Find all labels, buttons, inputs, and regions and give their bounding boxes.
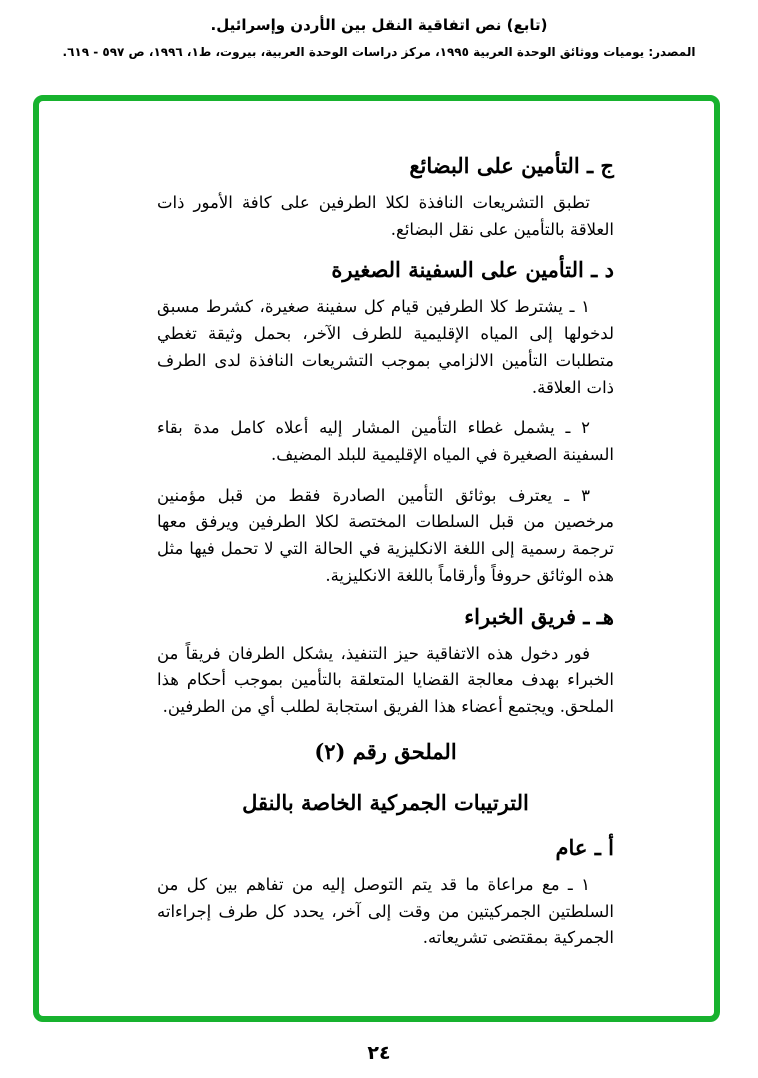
paragraph: ١ ـ يشترط كلا الطرفين قيام كل سفينة صغيرة، كشرط مسبق لدخولها إلى المياه الإقليمية للطرف الآخر، بحمل وثيقة تغطي متطلبات التأمين الالزامي بموجب التشريعات النافذة لدى الطرف ذات العلاقة. bbox=[157, 297, 614, 397]
section-heading: هـ ـ فريق الخبراء bbox=[464, 603, 614, 629]
highlighted-content-frame bbox=[33, 95, 720, 1022]
paragraph: ٢ ـ يشمل غطاء التأمين المشار إليه أعلاه كامل مدة بقاء السفينة الصغيرة في المياه الإقليمية للبلد المضيف. bbox=[157, 418, 614, 465]
section-experts-team bbox=[157, 604, 614, 721]
annex-subtitle: الترتيبات الجمركية الخاصة بالنقل bbox=[242, 789, 529, 815]
paragraph: تطبق التشريعات النافذة لكلا الطرفين على كافة الأمور ذات العلاقة بالتأمين على نقل البضائع. bbox=[157, 193, 614, 239]
section-general bbox=[157, 835, 614, 952]
section-heading: ج ـ التأمين على البضائع bbox=[409, 153, 614, 178]
paragraph: فور دخول هذه الاتفاقية حيز التنفيذ، يشكل الطرفان فريقاً من الخبراء بهدف معالجة القضايا المتعلقة بالتأمين بموجب أحكام هذا الملحق. ويجتمع أعضاء هذا الفريق استجابة لطلب أي من الطرفين. bbox=[157, 643, 614, 717]
page-number: ٢٤ bbox=[367, 1042, 391, 1064]
paragraph: ٣ ـ يعترف بوثائق التأمين الصادرة فقط من قبل مؤمنين مرخصين من قبل السلطات المختصة لكلا الطرفين ويرفق معها ترجمة رسمية إلى اللغة الانكليزية في الحالة التي لا تحمل فيها مثل هذه الوثائق حروفاً وأرقاماً باللغة الانكليزية. bbox=[157, 485, 614, 585]
page-header bbox=[0, 16, 758, 59]
section-heading: د ـ التأمين على السفينة الصغيرة bbox=[331, 257, 614, 283]
section-insurance-on-goods bbox=[157, 153, 614, 243]
section-insurance-small-vessel bbox=[157, 257, 614, 589]
annex-heading-block bbox=[157, 739, 614, 815]
document-title: (تابع) نص اتفاقية النقل بين الأردن وإسرائيل. bbox=[210, 16, 548, 34]
section-heading: أ ـ عام bbox=[555, 834, 614, 860]
annex-title: الملحق رقم (٢) bbox=[314, 738, 457, 764]
source-citation: المصدر: يوميات ووثائق الوحدة العربية ١٩٩٥، مركز دراسات الوحدة العربية، بيروت، ط١، ١٩٩٦، ص ٥٩٧ - ٦١٩. bbox=[62, 45, 696, 59]
paragraph: ١ ـ مع مراعاة ما قد يتم التوصل إليه من تفاهم بين كل من السلطتين الجمركيتين من وقت إلى آخر، يحدد كل طرف إجراءاته الجمركية بمقتضى تشريعاته. bbox=[157, 874, 614, 948]
